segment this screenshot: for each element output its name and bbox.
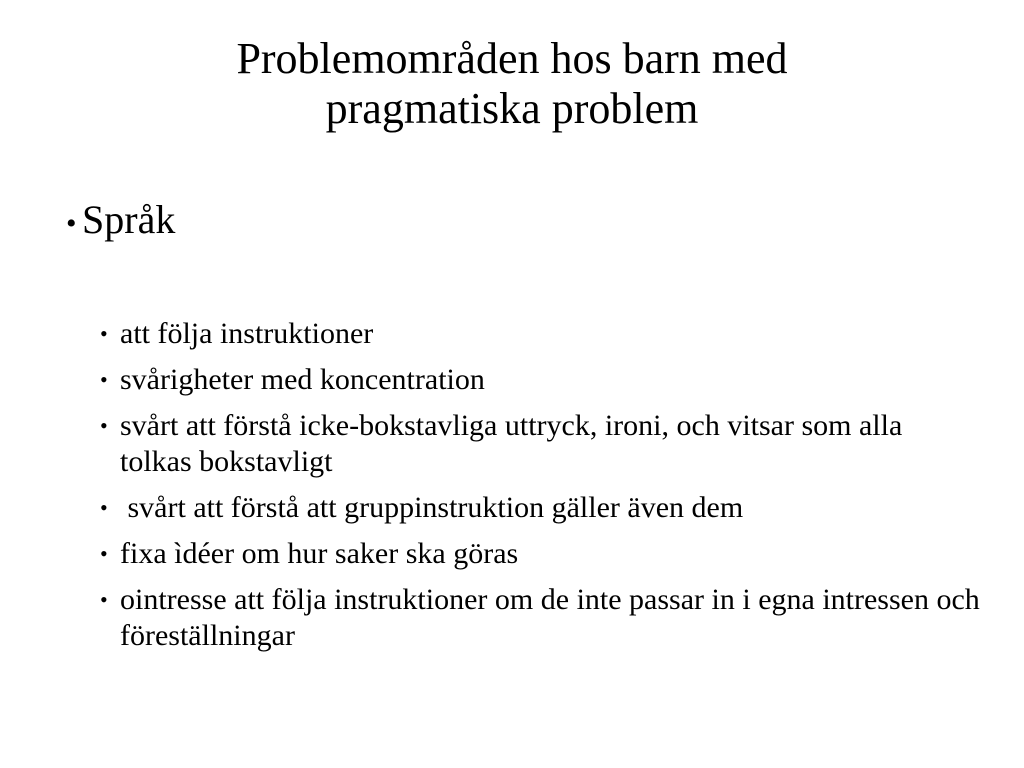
slide-title [60,34,964,134]
bullet-icon: • [100,413,108,438]
list-item [100,362,980,398]
list-item [100,316,980,352]
list-item [100,536,980,572]
section-heading: Språk [82,197,176,242]
bullet-icon: • [100,587,108,612]
bullet-icon: • [66,207,77,240]
bullet-icon: • [100,367,108,392]
bullet-icon: • [100,541,108,566]
list-item [100,582,988,654]
bullet-icon: • [100,321,108,346]
list-item-text: svårigheter med koncentration [120,363,485,396]
list-item [100,408,980,480]
sub-bullet-list [100,316,988,664]
list-item-text: svårt att förstå att gruppinstruktion gäller även dem [120,491,744,524]
bullet-icon: • [100,495,108,520]
list-item-text: svårt att förstå icke-bokstavliga uttryck, ironi, och vitsar som alla tolkas bokstavligt [120,409,910,478]
title-line-2: pragmatiska problem [325,84,699,133]
list-item-text: ointresse att följa instruktioner om de inte passar in i egna intressen och föreställningar [120,583,988,652]
title-line-1: Problemområden hos barn med [236,34,788,83]
list-item-text: att följa instruktioner [120,317,374,350]
list-item [100,490,980,526]
level1-bullet-item [66,196,175,248]
list-item-text: fixa ìdéer om hur saker ska göras [120,537,519,570]
